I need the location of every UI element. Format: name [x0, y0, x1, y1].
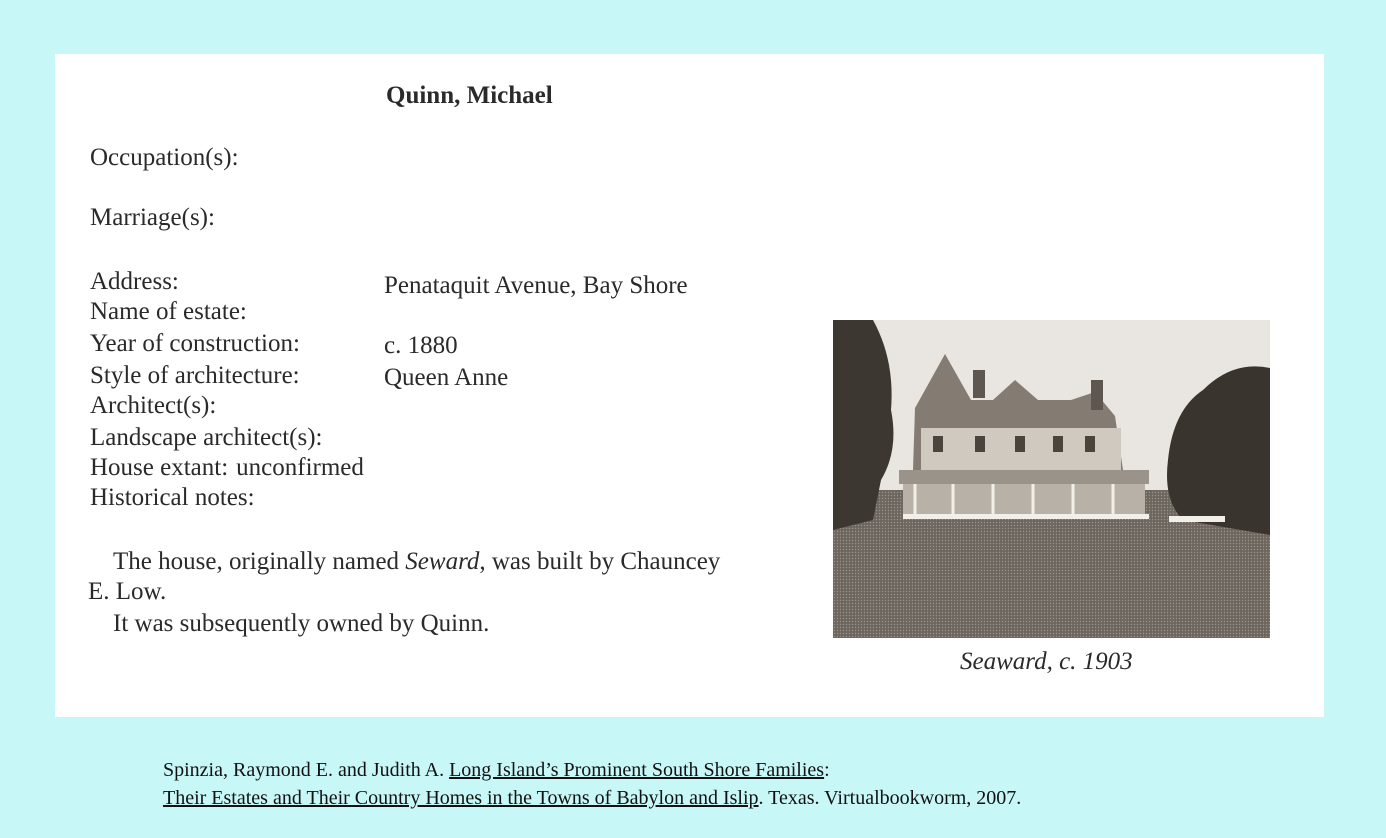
source-citation: [163, 756, 1021, 812]
house-extant-label: House extant:: [90, 454, 229, 481]
porch-roof: [899, 470, 1149, 484]
record-title: Quinn, Michael: [386, 82, 553, 109]
year-value: c. 1880: [384, 332, 458, 359]
occupation-label: Occupation(s):: [90, 144, 239, 171]
chimney-right: [1091, 380, 1103, 410]
marriage-label: Marriage(s):: [90, 204, 215, 231]
citation-title-part2: Their Estates and Their Country Homes in the Towns of Babylon and Islip: [163, 787, 759, 809]
house-extant-value: unconfirmed: [236, 454, 364, 481]
notes-line-3: It was subsequently owned by Quinn.: [113, 610, 490, 637]
photo-caption: Seaward, c. 1903: [960, 648, 1133, 675]
citation-title-part1: Long Island’s Prominent South Shore Families: [449, 759, 825, 781]
style-value: Queen Anne: [384, 364, 509, 391]
estate-name-label: Name of estate:: [90, 298, 247, 325]
chimney-left: [973, 370, 985, 398]
notes-line-1: [113, 548, 720, 576]
citation-colon: :: [824, 759, 830, 781]
notes-line-1-start: The house, originally named: [113, 548, 406, 575]
porch-railing: [903, 514, 1149, 519]
style-label: Style of architecture:: [90, 362, 300, 389]
notes-line-1-end: , was built by Chauncey: [479, 548, 721, 575]
address-value: Penataquit Avenue, Bay Shore: [384, 272, 688, 299]
year-label: Year of construction:: [90, 330, 300, 357]
notes-seward-italic: Seward: [405, 548, 480, 575]
house-extant-row: [90, 454, 364, 482]
architect-label: Architect(s):: [90, 392, 217, 419]
citation-authors: Spinzia, Raymond E. and Judith A.: [163, 759, 450, 781]
house-photo: [833, 320, 1270, 638]
landscape-architect-label: Landscape architect(s):: [90, 424, 323, 451]
side-fence: [1169, 516, 1225, 522]
citation-publisher: . Texas. Virtualbookworm, 2007.: [758, 787, 1022, 809]
notes-line-2: E. Low.: [88, 578, 167, 605]
estate-record-card: [55, 54, 1324, 717]
address-label: Address:: [90, 268, 179, 295]
historical-notes-label: Historical notes:: [90, 484, 255, 511]
porch: [903, 484, 1145, 516]
